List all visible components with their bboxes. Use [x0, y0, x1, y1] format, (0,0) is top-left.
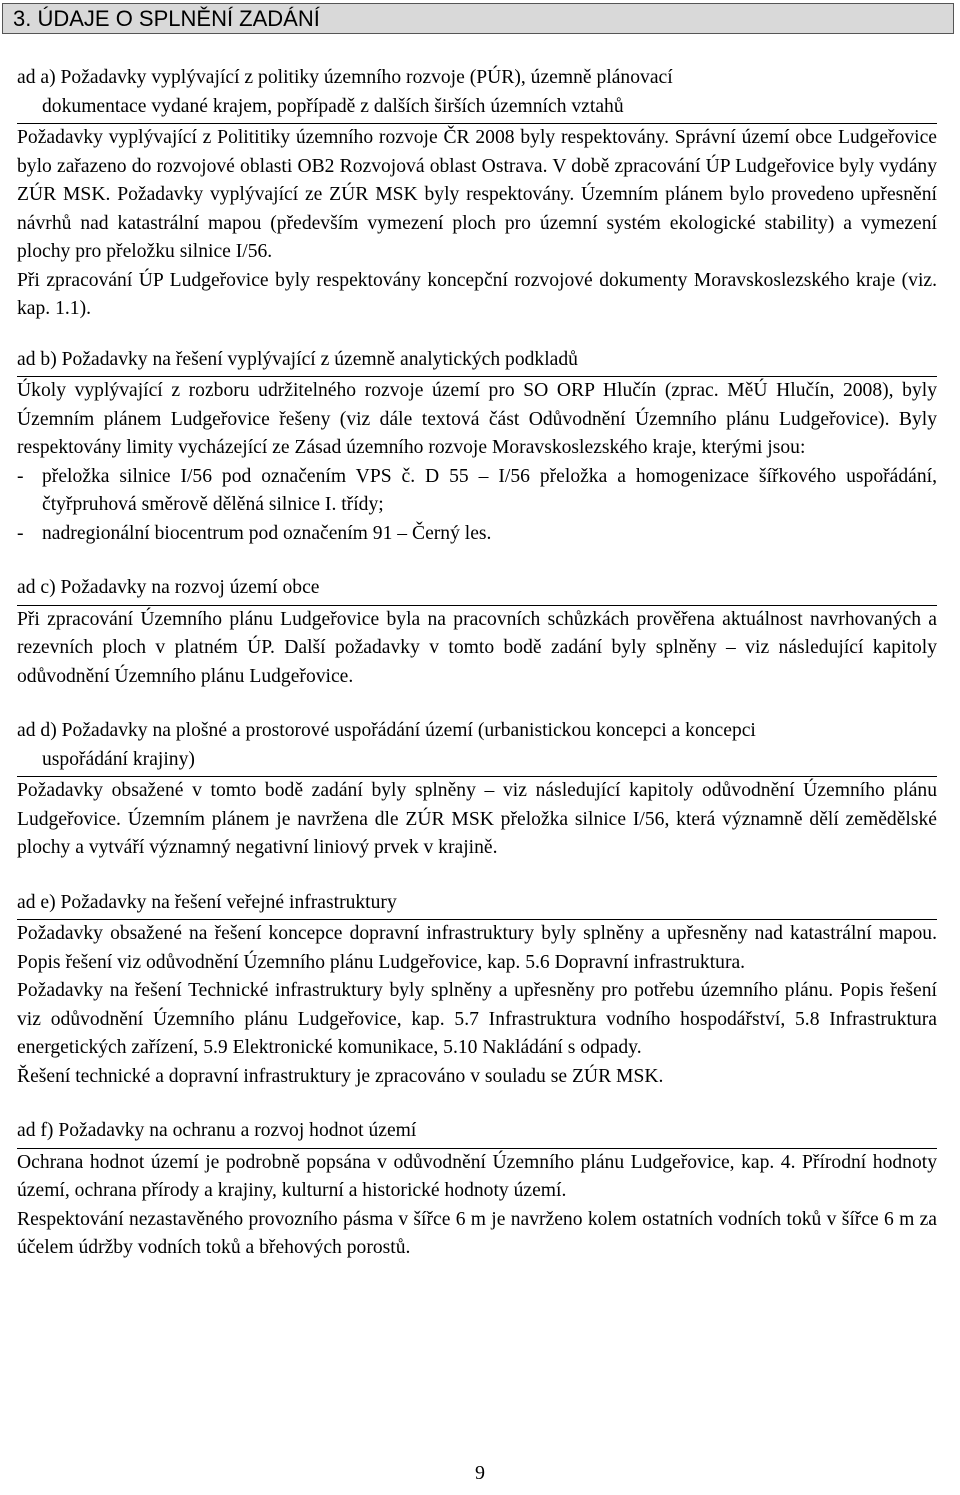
- section-d-heading: [17, 717, 937, 777]
- section-a-heading: [17, 64, 937, 124]
- dash-bullet: -: [17, 465, 24, 487]
- section-c-paragraph-1: Při zpracování Územního plánu Ludgeřovice byla na pracovních schůzkách prověřena aktuálnost navrhovaných a rezevních ploch v platném ÚP. Další požadavky v tomto bodě zadání byly splněny – viz následující kapitoly odůvodnění Územního plánu Ludgeřovice.: [17, 608, 937, 687]
- section-f-paragraph-1: Ochrana hodnot území je podrobně popsána v odůvodnění Územního plánu Ludgeřovice, kap. 4. Přírodní hodnoty území, ochrana přírody a krajiny, kulturní a historické hodnoty území.: [17, 1151, 937, 1201]
- section-a-heading-line1: ad a) Požadavky vyplývající z politiky územního rozvoje (PÚR), územně plánovací: [17, 67, 673, 88]
- section-a-heading-line2: dokumentace vydané krajem, popřípadě z dalších širších územních vztahů: [42, 95, 624, 117]
- section-a-paragraph-2: Při zpracování ÚP Ludgeřovice byly respektovány koncepční rozvojové dokumenty Moravskoslezského kraje (viz. kap. 1.1).: [17, 269, 937, 319]
- section-b-list-item: [17, 463, 937, 520]
- document-body: [17, 64, 937, 1263]
- section-e-paragraph-1: Požadavky obsažené na řešení koncepce dopravní infrastruktury byly splněny a upřesněny nad katastrální mapou. Popis řešení viz odůvodnění Územního plánu Ludgeřovice, kap. 5.6 Dopravní infrastruktura.: [17, 923, 937, 973]
- section-e-heading: ad e) Požadavky na řešení veřejné infrastruktury: [17, 889, 937, 921]
- section-c-heading: ad c) Požadavky na rozvoj území obce: [17, 574, 937, 606]
- section-a-paragraph-1: Požadavky vyplývající z Polititiky územního rozvoje ČR 2008 byly respektovány. Správní území obce Ludgeřovice bylo zařazeno do rozvojové oblasti OB2 Rozvojová oblast Ostrava. V době zpracování ÚP Ludgeřovice byly vydány ZÚR MSK. Požadavky vyplývající ze ZÚR MSK byly respektovány. Územním plánem bylo provedeno upřesnění návrhů nad katastrální mapou (především vymezení ploch pro územní systém ekologické stability) a vymezení plochy pro přeložku silnice I/56.: [17, 127, 937, 262]
- section-d-paragraph-1: Požadavky obsažené v tomto bodě zadání byly splněny – viz následující kapitoly odůvodnění Územního plánu Ludgeřovice. Územním plánem je navržena dle ZÚR MSK přeložka silnice I/56, která významně dělí zemědělské plochy a vytváří významný negativní liniový prvek v krajině.: [17, 780, 937, 858]
- section-d-heading-line1: ad d) Požadavky na plošné a prostorové uspořádání území (urbanistickou koncepci a koncepci: [17, 720, 756, 741]
- dash-bullet: -: [17, 522, 24, 544]
- section-e-paragraph-2: Požadavky na řešení Technické infrastruktury byly splněny a upřesněny pro potřebu územního plánu. Popis řešení viz odůvodnění Územního plánu Ludgeřovice, kap. 5.7 Infrastruktura vodního hospodářství, 5.8 Infrastruktura energetických zařízení, 5.9 Elektronické komunikace, 5.10 Nakládání s odpady.: [17, 980, 937, 1058]
- section-b-list-item-text: nadregionální biocentrum pod označením 91 – Černý les.: [42, 522, 492, 544]
- page-number: 9: [475, 1462, 485, 1484]
- section-f-paragraph-2: Respektování nezastavěného provozního pásma v šířce 6 m je navrženo kolem ostatních vodních toků v šířce 6 m za účelem údržby vodních toků a břehových porostů.: [17, 1208, 937, 1258]
- section-f-heading: ad f) Požadavky na ochranu a rozvoj hodnot území: [17, 1117, 937, 1149]
- section-b-paragraph-1: Úkoly vyplývající z rozboru udržitelného rozvoje území pro SO ORP Hlučín (zprac. MěÚ Hlučín, 2008), byly Územním plánem Ludgeřovice řešeny (viz dále textová část Odůvodnění Územního plánu Ludgeřovice). Byly respektovány limity vycházející ze Zásad územního rozvoje Moravskoslezského kraje, kterými jsou:: [17, 380, 937, 458]
- section-b-heading: ad b) Požadavky na řešení vyplývající z územně analytických podkladů: [17, 346, 937, 378]
- section-title: 3. ÚDAJE O SPLNĚNÍ ZADÁNÍ: [2, 3, 954, 34]
- section-d-heading-line2: uspořádání krajiny): [42, 748, 195, 770]
- section-b-list-item-text: přeložka silnice I/56 pod označením VPS č. D 55 – I/56 přeložka a homogenizace šířkového uspořádání, čtyřpruhová směrově dělěná silnice I. třídy;: [42, 465, 937, 515]
- section-b-list-item: [17, 520, 937, 549]
- section-e-paragraph-3: Řešení technické a dopravní infrastruktury je zpracováno v souladu se ZÚR MSK.: [17, 1065, 664, 1087]
